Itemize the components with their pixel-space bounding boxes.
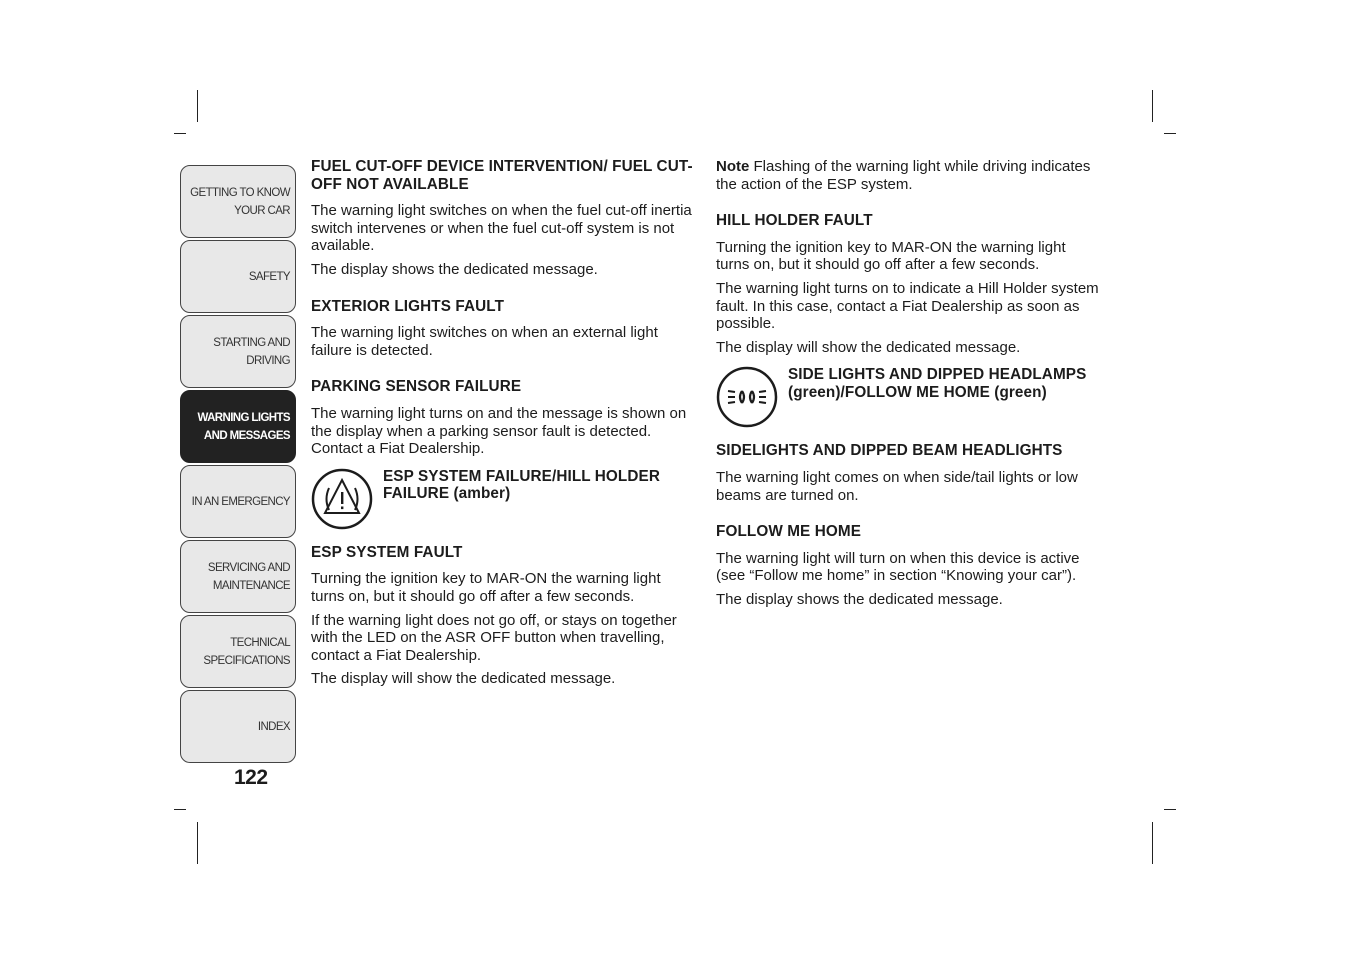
- exterior-lights-heading: EXTERIOR LIGHTS FAULT: [311, 297, 505, 315]
- sidelights-heading: SIDELIGHTS AND DIPPED BEAM HEADLIGHTS: [716, 442, 1063, 460]
- right-column: [716, 158, 1101, 615]
- tab-in-an-emergency[interactable]: IN AN EMERGENCY: [180, 465, 296, 538]
- follow-me-home-heading: FOLLOW ME HOME: [716, 523, 862, 541]
- tab-warning-lights-and-messages[interactable]: WARNING LIGHTS AND MESSAGES: [180, 390, 296, 463]
- tab-technical-specifications[interactable]: TECHNICAL SPECIFICATIONS: [180, 615, 296, 688]
- esp-warning-row: [311, 468, 696, 530]
- crop-mark: [1164, 809, 1176, 810]
- tab-safety[interactable]: SAFETY: [180, 240, 296, 313]
- parking-sensor-paragraph: The warning light turns on and the message is shown on the display when a parking sensor fault is detected. Contact a Fiat Dealership.: [311, 404, 687, 458]
- hill-holder-heading: HILL HOLDER FAULT: [716, 212, 873, 230]
- tab-index[interactable]: INDEX: [180, 690, 296, 763]
- hill-holder-paragraph: Turning the ignition key to MAR-ON the warning light turns on, but it should go off after a few seconds.: [716, 238, 1066, 274]
- exterior-lights-paragraph: The warning light switches on when an external light failure is detected.: [311, 324, 658, 359]
- follow-me-home-paragraph: The display shows the dedicated message.: [716, 590, 1003, 608]
- esp-icon-heading: ESP SYSTEM FAILURE/HILL HOLDER FAILURE (amber): [383, 467, 660, 503]
- esp-fault-paragraph: If the warning light does not go off, or stays on together with the LED on the ASR OFF button when travelling, contact a Fiat Dealership.: [311, 611, 677, 664]
- crop-mark: [1164, 133, 1176, 134]
- crop-mark: [1152, 90, 1153, 122]
- note-text: Flashing of the warning light while driving indicates the action of the ESP system.: [716, 158, 1091, 193]
- tab-getting-to-know-your-car[interactable]: GETTING TO KNOW YOUR CAR: [180, 165, 296, 238]
- crop-mark: [197, 822, 198, 864]
- fuel-cutoff-paragraph: The display shows the dedicated message.: [311, 260, 598, 278]
- follow-me-home-paragraph: The warning light will turn on when this device is active (see “Follow me home” in section “Knowing your car”).: [716, 549, 1080, 585]
- sidelights-icon: [716, 366, 778, 428]
- fuel-cutoff-paragraph: The warning light switches on when the fuel cut-off inertia switch intervenes or when the fuel cut-off system is not available.: [311, 202, 692, 255]
- crop-mark: [174, 133, 186, 134]
- crop-mark: [1152, 822, 1153, 864]
- left-column: [311, 158, 696, 694]
- crop-mark: [174, 809, 186, 810]
- fuel-cutoff-heading: FUEL CUT-OFF DEVICE INTERVENTION/ FUEL CUT-OFF NOT AVAILABLE: [311, 158, 693, 193]
- sidelights-row: [716, 366, 1101, 428]
- esp-warning-icon: [311, 468, 373, 530]
- tab-starting-and-driving[interactable]: STARTING AND DRIVING: [180, 315, 296, 388]
- esp-fault-paragraph: Turning the ignition key to MAR-ON the warning light turns on, but it should go off after a few seconds.: [311, 570, 661, 605]
- esp-fault-paragraph: The display will show the dedicated message.: [311, 670, 616, 688]
- tab-servicing-and-maintenance[interactable]: SERVICING AND MAINTENANCE: [180, 540, 296, 613]
- hill-holder-paragraph: The display will show the dedicated message.: [716, 338, 1021, 356]
- note-paragraph: [716, 158, 1101, 193]
- esp-fault-heading: ESP SYSTEM FAULT: [311, 543, 463, 561]
- note-label: Note: [716, 158, 750, 175]
- crop-mark: [197, 90, 198, 122]
- sidelights-icon-heading: SIDE LIGHTS AND DIPPED HEADLAMPS (green)/FOLLOW ME HOME (green): [788, 366, 1087, 401]
- page-number: 122: [234, 766, 268, 789]
- sidelights-paragraph: The warning light comes on when side/tail lights or low beams are turned on.: [716, 468, 1078, 504]
- hill-holder-paragraph: The warning light turns on to indicate a Hill Holder system fault. In this case, contact a Fiat Dealership as soon as possible.: [716, 279, 1099, 333]
- parking-sensor-heading: PARKING SENSOR FAILURE: [311, 378, 522, 396]
